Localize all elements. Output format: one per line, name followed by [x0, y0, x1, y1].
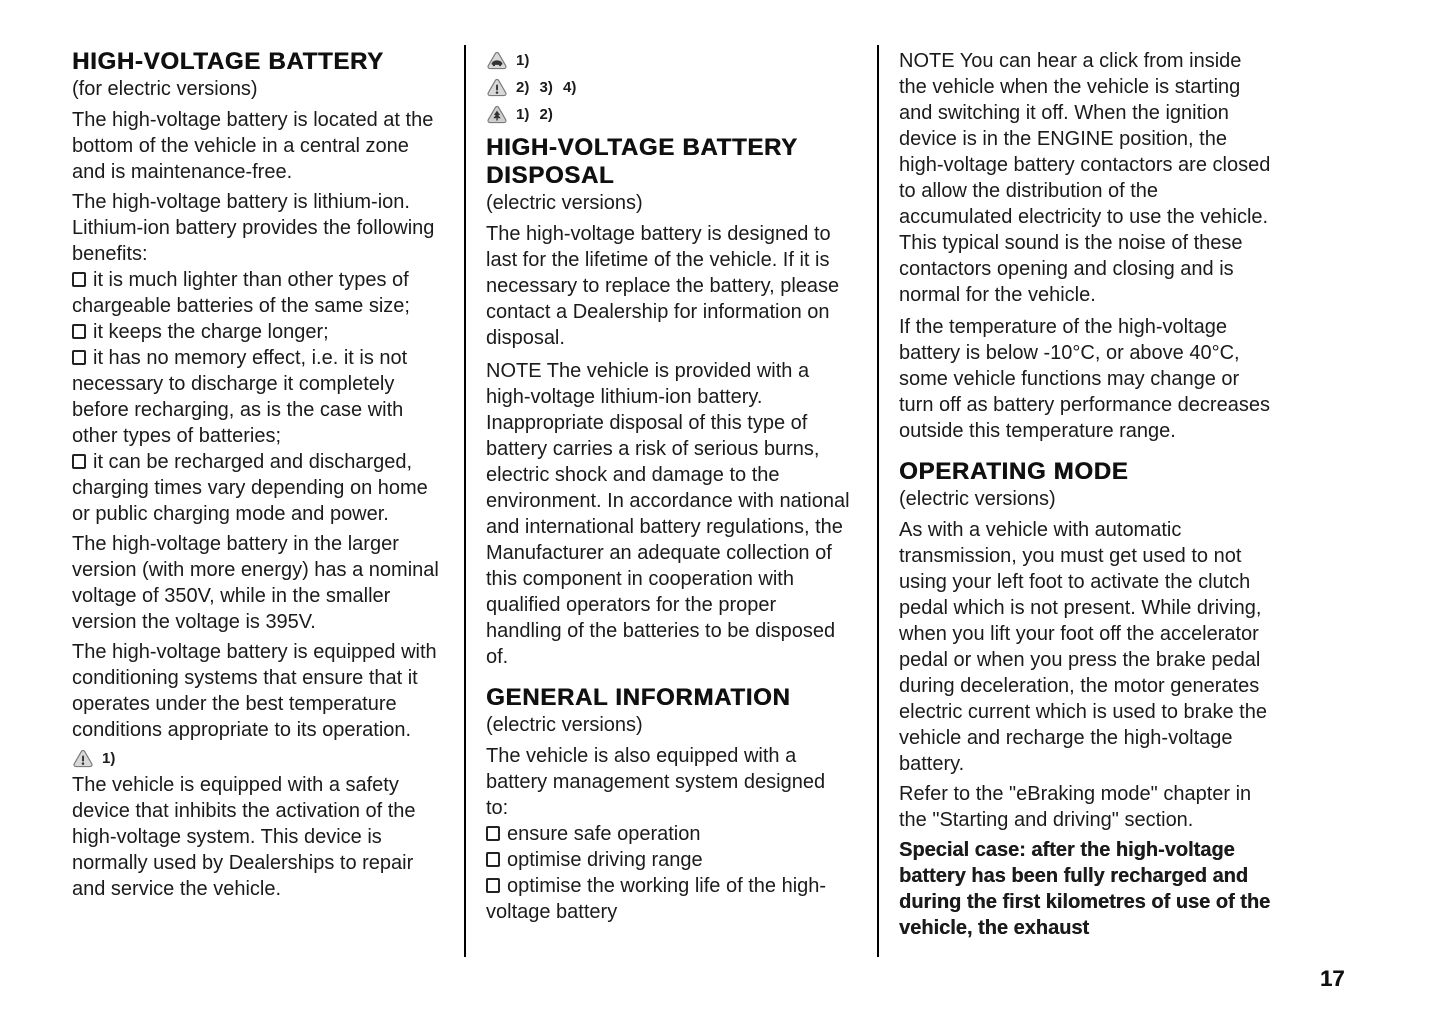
column-left [72, 48, 439, 902]
bullet-text: it can be recharged and discharged, charging times vary depending on home or public charging mode and power. [72, 451, 428, 525]
general-warning-icon [486, 78, 508, 97]
square-bullet-icon [486, 826, 500, 841]
paragraph: The high-voltage battery in the larger version (with more energy) has a nominal voltage of 350V, while in the smaller version the voltage is 395V. [72, 533, 439, 633]
bullet-item [72, 319, 439, 345]
paragraph: The high-voltage battery is located at the bottom of the vehicle in a central zone and is maintenance-free. [72, 109, 434, 183]
section-subheading: (electric versions) [486, 192, 643, 214]
warning-reference-row [486, 104, 852, 124]
bullet-item [486, 821, 852, 847]
bullet-text: optimise driving range [507, 849, 703, 871]
bullet-text: optimise the working life of the high-voltage battery [486, 875, 827, 923]
section-heading-battery-disposal: HIGH-VOLTAGE BATTERY DISPOSAL [486, 134, 798, 189]
note-reference-numbers: 2) 3) 4) [516, 78, 577, 96]
paragraph: The vehicle is also equipped with a battery management system designed to: [486, 745, 826, 819]
page-number: 17 [1320, 966, 1345, 991]
bullet-item [72, 345, 439, 449]
section-subheading: (electric versions) [899, 488, 1056, 510]
paragraph-special-case: Special case: after the high-voltage battery has been fully recharged and during the first kilometres of use of the vehicle, the exhaust [899, 839, 1271, 939]
general-warning-icon [72, 749, 94, 768]
section-heading-operating-mode: OPERATING MODE [899, 458, 1129, 485]
paragraph: NOTE The vehicle is provided with a high-voltage lithium-ion battery. Inappropriate disposal of this type of battery carries a risk of serious burns, electric shock and damage to the environment. In accordance with national and international battery regulations, the Manufacturer an adequate collection of this component in cooperation with qualified operators for the proper handling of the batteries to be disposed of. [486, 360, 850, 668]
bullet-item [486, 873, 852, 925]
square-bullet-icon [72, 272, 86, 287]
bullet-text: it keeps the charge longer; [93, 321, 329, 343]
square-bullet-icon [486, 852, 500, 867]
section-heading-general-information: GENERAL INFORMATION [486, 684, 791, 711]
paragraph: Refer to the "eBraking mode" chapter in the "Starting and driving" section. [899, 783, 1252, 831]
paragraph: The high-voltage battery is equipped with conditioning systems that ensure that it operates under the best temperature conditions appropriate to its operation. [72, 641, 437, 741]
column-right [899, 48, 1273, 941]
paragraph: The high-voltage battery is lithium-ion. Lithium-ion battery provides the following benefits: [72, 191, 435, 265]
bullet-item [72, 449, 439, 527]
bullet-item [486, 847, 852, 873]
column-center [486, 50, 852, 925]
bullet-item [72, 267, 439, 319]
environment-warning-icon [486, 105, 508, 124]
paragraph: NOTE You can hear a click from inside the vehicle when the vehicle is starting and switching it off. When the ignition device is in the ENGINE position, the high-voltage battery contactors are closed to allow the distribution of the accumulated electricity to use the vehicle. This typical sound is the noise of these contactors opening and closing and is normal for the vehicle. [899, 50, 1271, 306]
bullet-text: it has no memory effect, i.e. it is not necessary to discharge it completely before recharging, as is the case with other types of batteries; [72, 347, 408, 447]
note-reference-numbers: 1) 2) [516, 105, 553, 123]
section-subheading: (for electric versions) [72, 78, 258, 100]
section-subheading: (electric versions) [486, 714, 643, 736]
warning-reference-row [486, 50, 852, 70]
column-divider [877, 45, 879, 957]
paragraph: The high-voltage battery is designed to last for the lifetime of the vehicle. If it is necessary to replace the battery, please contact a Dealership for information on disposal. [486, 223, 840, 349]
bullet-text: it is much lighter than other types of chargeable batteries of the same size; [72, 269, 410, 317]
warning-reference-row [486, 77, 852, 97]
square-bullet-icon [72, 350, 86, 365]
paragraph: If the temperature of the high-voltage battery is below -10°C, or above 40°C, some vehicle functions may change or turn off as battery performance decreases outside this temperature range. [899, 316, 1270, 442]
section-heading-high-voltage-battery: HIGH-VOLTAGE BATTERY [72, 48, 384, 75]
vehicle-damage-warning-icon [486, 51, 508, 70]
warning-reference-row [72, 748, 439, 768]
column-divider [464, 45, 466, 957]
square-bullet-icon [72, 324, 86, 339]
note-reference-numbers: 1) [102, 749, 116, 767]
note-reference-numbers: 1) [516, 51, 530, 69]
square-bullet-icon [72, 454, 86, 469]
square-bullet-icon [486, 878, 500, 893]
paragraph: As with a vehicle with automatic transmission, you must get used to not using your left foot to activate the clutch pedal which is not present. While driving, when you lift your foot off the accelerator pedal or when you press the brake pedal during deceleration, the motor generates electric current which is used to brake the vehicle and recharge the high-voltage battery. [899, 519, 1267, 775]
paragraph: The vehicle is equipped with a safety device that inhibits the activation of the high-voltage system. This device is normally used by Dealerships to repair and service the vehicle. [72, 774, 416, 900]
bullet-text: ensure safe operation [507, 823, 701, 845]
